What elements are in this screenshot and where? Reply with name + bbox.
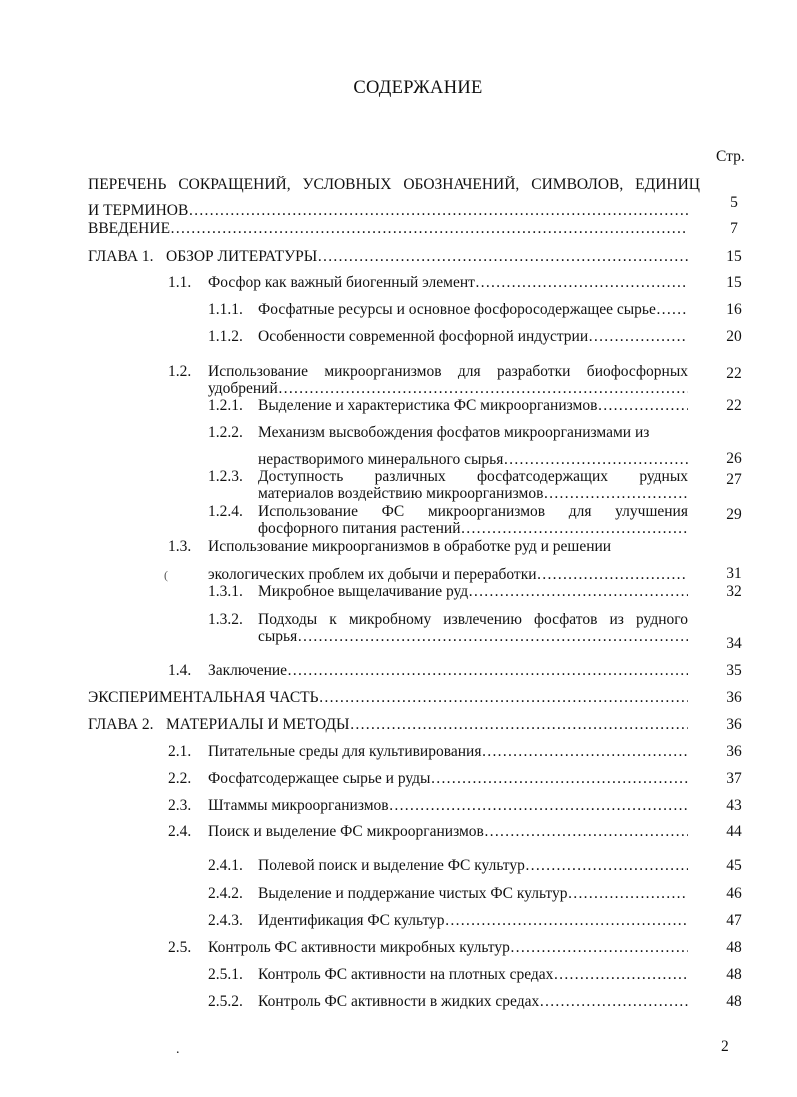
toc-entry-line [258, 301, 688, 319]
toc-entry-line [258, 628, 688, 646]
toc-entry-line [208, 823, 688, 841]
dot-leader [287, 662, 688, 680]
toc-entry-line [208, 939, 688, 957]
toc-entry-line [258, 424, 688, 442]
toc-entry-line [258, 451, 688, 469]
dot-leader [468, 583, 688, 601]
toc-entry-number: ГЛАВА 2. [88, 716, 154, 733]
dot-leader [188, 202, 688, 220]
toc-entry-number: 1.2.1. [208, 397, 243, 414]
toc-entry-number: 2.5. [168, 939, 192, 956]
toc-entry-page: 15 [726, 248, 742, 265]
dot-leader [475, 274, 688, 292]
toc-entry-number: 2.5.2. [208, 993, 243, 1010]
toc-entry-page: 27 [726, 471, 742, 488]
toc-entry-page: 36 [726, 716, 742, 733]
toc-entry-title: Фосфатные ресурсы и основное фосфоросодержащее сырье [258, 301, 656, 318]
toc-entry-line [258, 468, 688, 486]
toc-entry-page: 22 [726, 397, 742, 414]
toc-entry-title: Идентификация ФС культур [258, 912, 445, 929]
toc-entry-line [208, 363, 688, 381]
toc-entry-page: 5 [730, 194, 738, 211]
toc-entry-line [208, 743, 688, 761]
toc-entry-line [88, 202, 688, 220]
toc-entry-page: 48 [726, 939, 742, 956]
toc-entry-line [258, 583, 688, 601]
toc-entry-page: 43 [726, 797, 742, 814]
dot-leader [656, 301, 688, 319]
dot-leader [597, 397, 688, 415]
dot-leader [553, 966, 688, 984]
dot-leader [543, 485, 688, 503]
toc-entry-page: 48 [726, 966, 742, 983]
toc-entry-number: 2.4.1. [208, 857, 243, 874]
toc-entry-number: ГЛАВА 1. [88, 248, 154, 265]
toc-entry-page: 36 [726, 689, 742, 706]
toc-entry-number: 1.1. [168, 274, 192, 291]
toc-entry-line [88, 689, 688, 707]
toc-entry-number: 1.3.2. [208, 611, 243, 628]
toc-entry-page: 32 [726, 583, 742, 600]
toc-entry-line [208, 566, 688, 584]
toc-entry-number: 1.1.2. [208, 328, 243, 345]
toc-entry-title: Выделение и характеристика ФС микроорганизмов [258, 397, 598, 414]
dot-leader [278, 380, 688, 398]
toc-entry-line [258, 912, 688, 930]
dot-leader [481, 743, 688, 761]
toc-entry-title: сырья [258, 628, 298, 645]
toc-entry-line [258, 885, 688, 903]
toc-entry-page: 15 [726, 274, 742, 291]
page-number: 2 [721, 1038, 729, 1055]
toc-entry-title: Контроль ФС активности на плотных средах [258, 966, 554, 983]
toc-entry-number: 1.2.4. [208, 503, 243, 520]
dot-leader [389, 797, 688, 815]
toc-entry-number: 1.3.1. [208, 583, 243, 600]
toc-entry-number: 2.1. [168, 743, 192, 760]
toc-entry-page: 44 [726, 823, 742, 840]
dot-leader [317, 248, 688, 266]
toc-entry-title: Использование микроорганизмов для разработки биофосфорных [208, 363, 688, 380]
dot-leader [430, 770, 688, 788]
toc-entry-title: Доступность различных фосфатсодержащих рудных [258, 468, 688, 485]
toc-entry-line [166, 248, 688, 266]
toc-entry-title: ОБЗОР ЛИТЕРАТУРЫ [166, 248, 318, 265]
toc-entry-line [258, 328, 688, 346]
toc-entry-page: 46 [726, 885, 742, 902]
toc-entry-title: Полевой поиск и выделение ФС культур [258, 857, 525, 874]
dot-leader [445, 912, 688, 930]
dot-leader [525, 857, 688, 875]
toc-entry-title: Выделение и поддержание чистых ФС культур [258, 885, 568, 902]
dot-leader [537, 566, 688, 584]
toc-entry-title: Питательные среды для культивирования [208, 743, 482, 760]
toc-entry-line [258, 397, 688, 415]
toc-entry-page: 35 [726, 662, 742, 679]
toc-entry-line [258, 993, 688, 1011]
toc-entry-line [258, 966, 688, 984]
toc-entry-page: 7 [730, 220, 738, 237]
toc-entry-title: ЭКСПЕРИМЕНТАЛЬНАЯ ЧАСТЬ [88, 689, 319, 706]
toc-entry-page: 47 [726, 912, 742, 929]
toc-entry-line [258, 503, 688, 521]
toc-entry-title: И ТЕРМИНОВ [88, 202, 189, 219]
toc-entry-title: Особенности современной фосфорной индустрии [258, 328, 589, 345]
toc-entry-number: 1.2. [168, 363, 192, 380]
toc-entry-number: 1.4. [168, 662, 192, 679]
toc-entry-title: материалов воздействию микроорганизмов [258, 485, 544, 502]
toc-entry-title: Использование ФС микроорганизмов для улучшения [258, 503, 688, 520]
toc-entry-page: 45 [726, 857, 742, 874]
toc-entry-number: 1.1.1. [208, 301, 243, 318]
toc-entry-title: ПЕРЕЧЕНЬ СОКРАЩЕНИЙ, УСЛОВНЫХ ОБОЗНАЧЕНИЙ, СИМВОЛОВ, ЕДИНИЦ [88, 176, 700, 193]
page-column-label: Стр. [716, 148, 745, 165]
page-title: СОДЕРЖАНИЕ [353, 78, 483, 98]
toc-entry-title: Фосфатсодержащее сырье и руды [208, 770, 431, 787]
dot-leader [350, 716, 688, 734]
toc-entry-title: Поиск и выделение ФС микроорганизмов [208, 823, 484, 840]
toc-entry-page: 16 [726, 301, 742, 318]
stray-mark: ( [164, 568, 168, 582]
toc-entry-title: Механизм высвобождения фосфатов микроорганизмами из [258, 424, 650, 441]
toc-entry-title: Контроль ФС активности в жидких средах [258, 993, 540, 1010]
toc-entry-page: 20 [726, 328, 742, 345]
dot-leader [510, 939, 688, 957]
toc-entry-line [166, 716, 688, 734]
toc-entry-line [88, 176, 700, 194]
toc-entry-line [258, 611, 688, 629]
toc-entry-title: Подходы к микробному извлечению фосфатов из рудного [258, 611, 688, 628]
toc-entry-line [208, 274, 688, 292]
toc-entry-number: 2.2. [168, 770, 192, 787]
toc-entry-page: 36 [726, 743, 742, 760]
toc-entry-line [258, 485, 688, 503]
toc-entry-title: фосфорного питания растений [258, 520, 461, 537]
toc-entry-page: 26 [726, 450, 742, 467]
toc-entry-line [208, 797, 688, 815]
dot-leader [588, 328, 688, 346]
toc-entry-title: удобрений [208, 380, 278, 397]
toc-entry-number: 2.3. [168, 797, 192, 814]
toc-entry-page: 29 [726, 506, 742, 523]
toc-entry-page: 31 [726, 565, 742, 582]
toc-entry-page: 48 [726, 993, 742, 1010]
toc-entry-number: 2.4. [168, 823, 192, 840]
dot-leader [319, 689, 688, 707]
toc-entry-line [88, 220, 688, 238]
toc-entry-number: 1.3. [168, 538, 192, 555]
toc-entry-title: экологических проблем их добычи и переработки [208, 566, 537, 583]
toc-entry-number: 2.4.3. [208, 912, 243, 929]
dot-leader [503, 451, 688, 469]
toc-entry-title: Контроль ФС активности микробных культур [208, 939, 510, 956]
toc-entry-line [258, 520, 688, 538]
toc-entry-page: 34 [726, 635, 742, 652]
toc-entry-line [258, 857, 688, 875]
toc-entry-title: Штаммы микроорганизмов [208, 797, 389, 814]
toc-entry-title: Заключение [208, 662, 288, 679]
dot-leader [170, 220, 688, 238]
scan-dot: . [176, 1042, 180, 1057]
toc-entry-title: Микробное выщелачивание руд [258, 583, 469, 600]
toc-entry-title: Использование микроорганизмов в обработке руд и решении [208, 538, 612, 555]
toc-entry-line [208, 380, 688, 398]
dot-leader [568, 885, 689, 903]
toc-entry-number: 2.4.2. [208, 885, 243, 902]
toc-entry-title: МАТЕРИАЛЫ И МЕТОДЫ [166, 716, 350, 733]
toc-entry-title: нерастворимого минерального сырья [258, 451, 504, 468]
dot-leader [484, 823, 688, 841]
toc-entry-number: 1.2.2. [208, 424, 243, 441]
toc-entry-page: 37 [726, 770, 742, 787]
dot-leader [297, 628, 688, 646]
toc-entry-line [208, 538, 688, 556]
dot-leader [461, 520, 688, 538]
toc-entry-number: 1.2.3. [208, 468, 243, 485]
toc-entry-line [208, 770, 688, 788]
toc-entry-number: 2.5.1. [208, 966, 243, 983]
toc-entry-title: ВВЕДЕНИЕ [88, 220, 171, 237]
toc-entry-line [208, 662, 688, 680]
toc-entry-title: Фосфор как важный биогенный элемент [208, 274, 475, 291]
toc-entry-page: 22 [726, 365, 742, 382]
dot-leader [539, 993, 688, 1011]
